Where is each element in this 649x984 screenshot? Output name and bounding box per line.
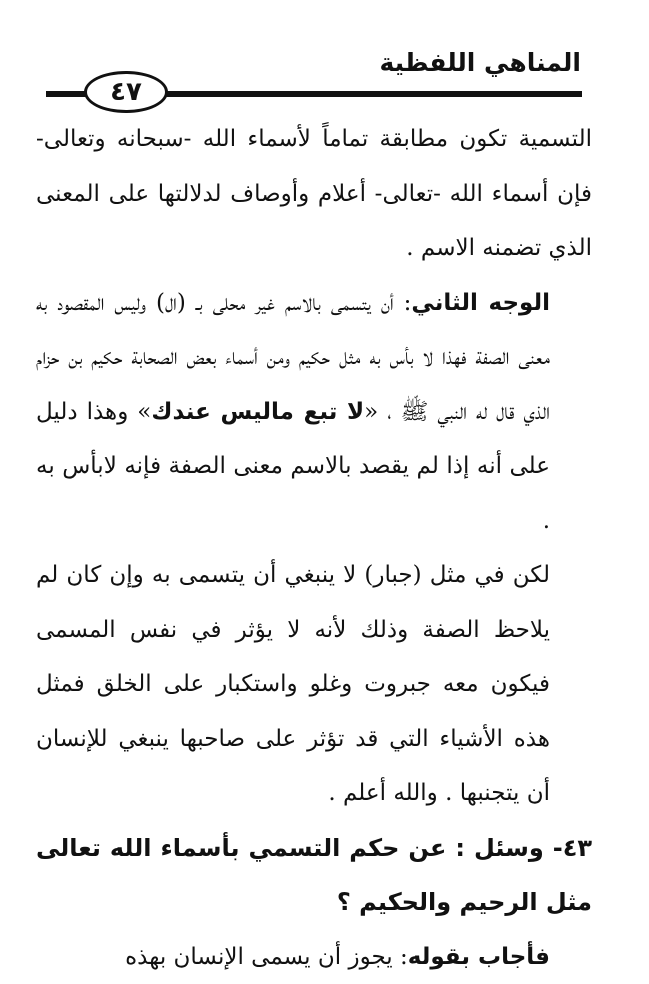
paragraph-answer xyxy=(36,930,592,984)
page-body xyxy=(36,112,592,984)
hadith-quote: لا تبع ماليس عندك xyxy=(151,399,364,425)
second-aspect-heading: الوجه الثاني xyxy=(411,290,550,316)
page-header xyxy=(0,0,649,130)
second-aspect-text: : أن يتسمى بالاسم غير محلى بـ (ال) وليس المقصود به معنى الصفة فهذا لا بأس به مثل حكيم ومن أسماء بعض الصحابة حكيم بن حزام الذي قال له النبي ﷺ ، « xyxy=(36,290,550,425)
second-aspect-tail: » وهذا دليل على أنه إذا لم يقصد بالاسم معنى الصفة فإنه لابأس به . xyxy=(36,399,550,534)
paragraph-continuation: التسمية تكون مطابقة تماماً لأسماء الله -سبحانه وتعالى- فإن أسماء الله -تعالى- أعلام وأوصاف لدلالتها على المعنى الذي تضمنه الاسم . xyxy=(36,112,592,276)
paragraph-second-aspect xyxy=(36,276,592,549)
page-number-badge xyxy=(84,71,168,113)
answer-heading: فأجاب بقوله xyxy=(408,944,550,970)
answer-text: : يجوز أن يسمى الإنسان بهذه xyxy=(125,944,408,970)
page-number: ٤٧ xyxy=(110,77,142,107)
question-43: ٤٣- وسئل : عن حكم التسمي بأسماء الله تعالى مثل الرحيم والحكيم ؟ xyxy=(36,821,592,930)
paragraph-jabbar: لكن في مثل (جبار) لا ينبغي أن يتسمى به وإن كان لم يلاحظ الصفة وذلك لأنه لا يؤثر في نفس المسمى فيكون معه جبروت وغلو واستكبار على الخلق فمثل هذه الأشياء التي قد تؤثر على صاحبها ينبغي للإنسان أن يتجنبها . والله أعلم . xyxy=(36,548,592,821)
running-title: المناهي اللفظية xyxy=(379,48,581,77)
